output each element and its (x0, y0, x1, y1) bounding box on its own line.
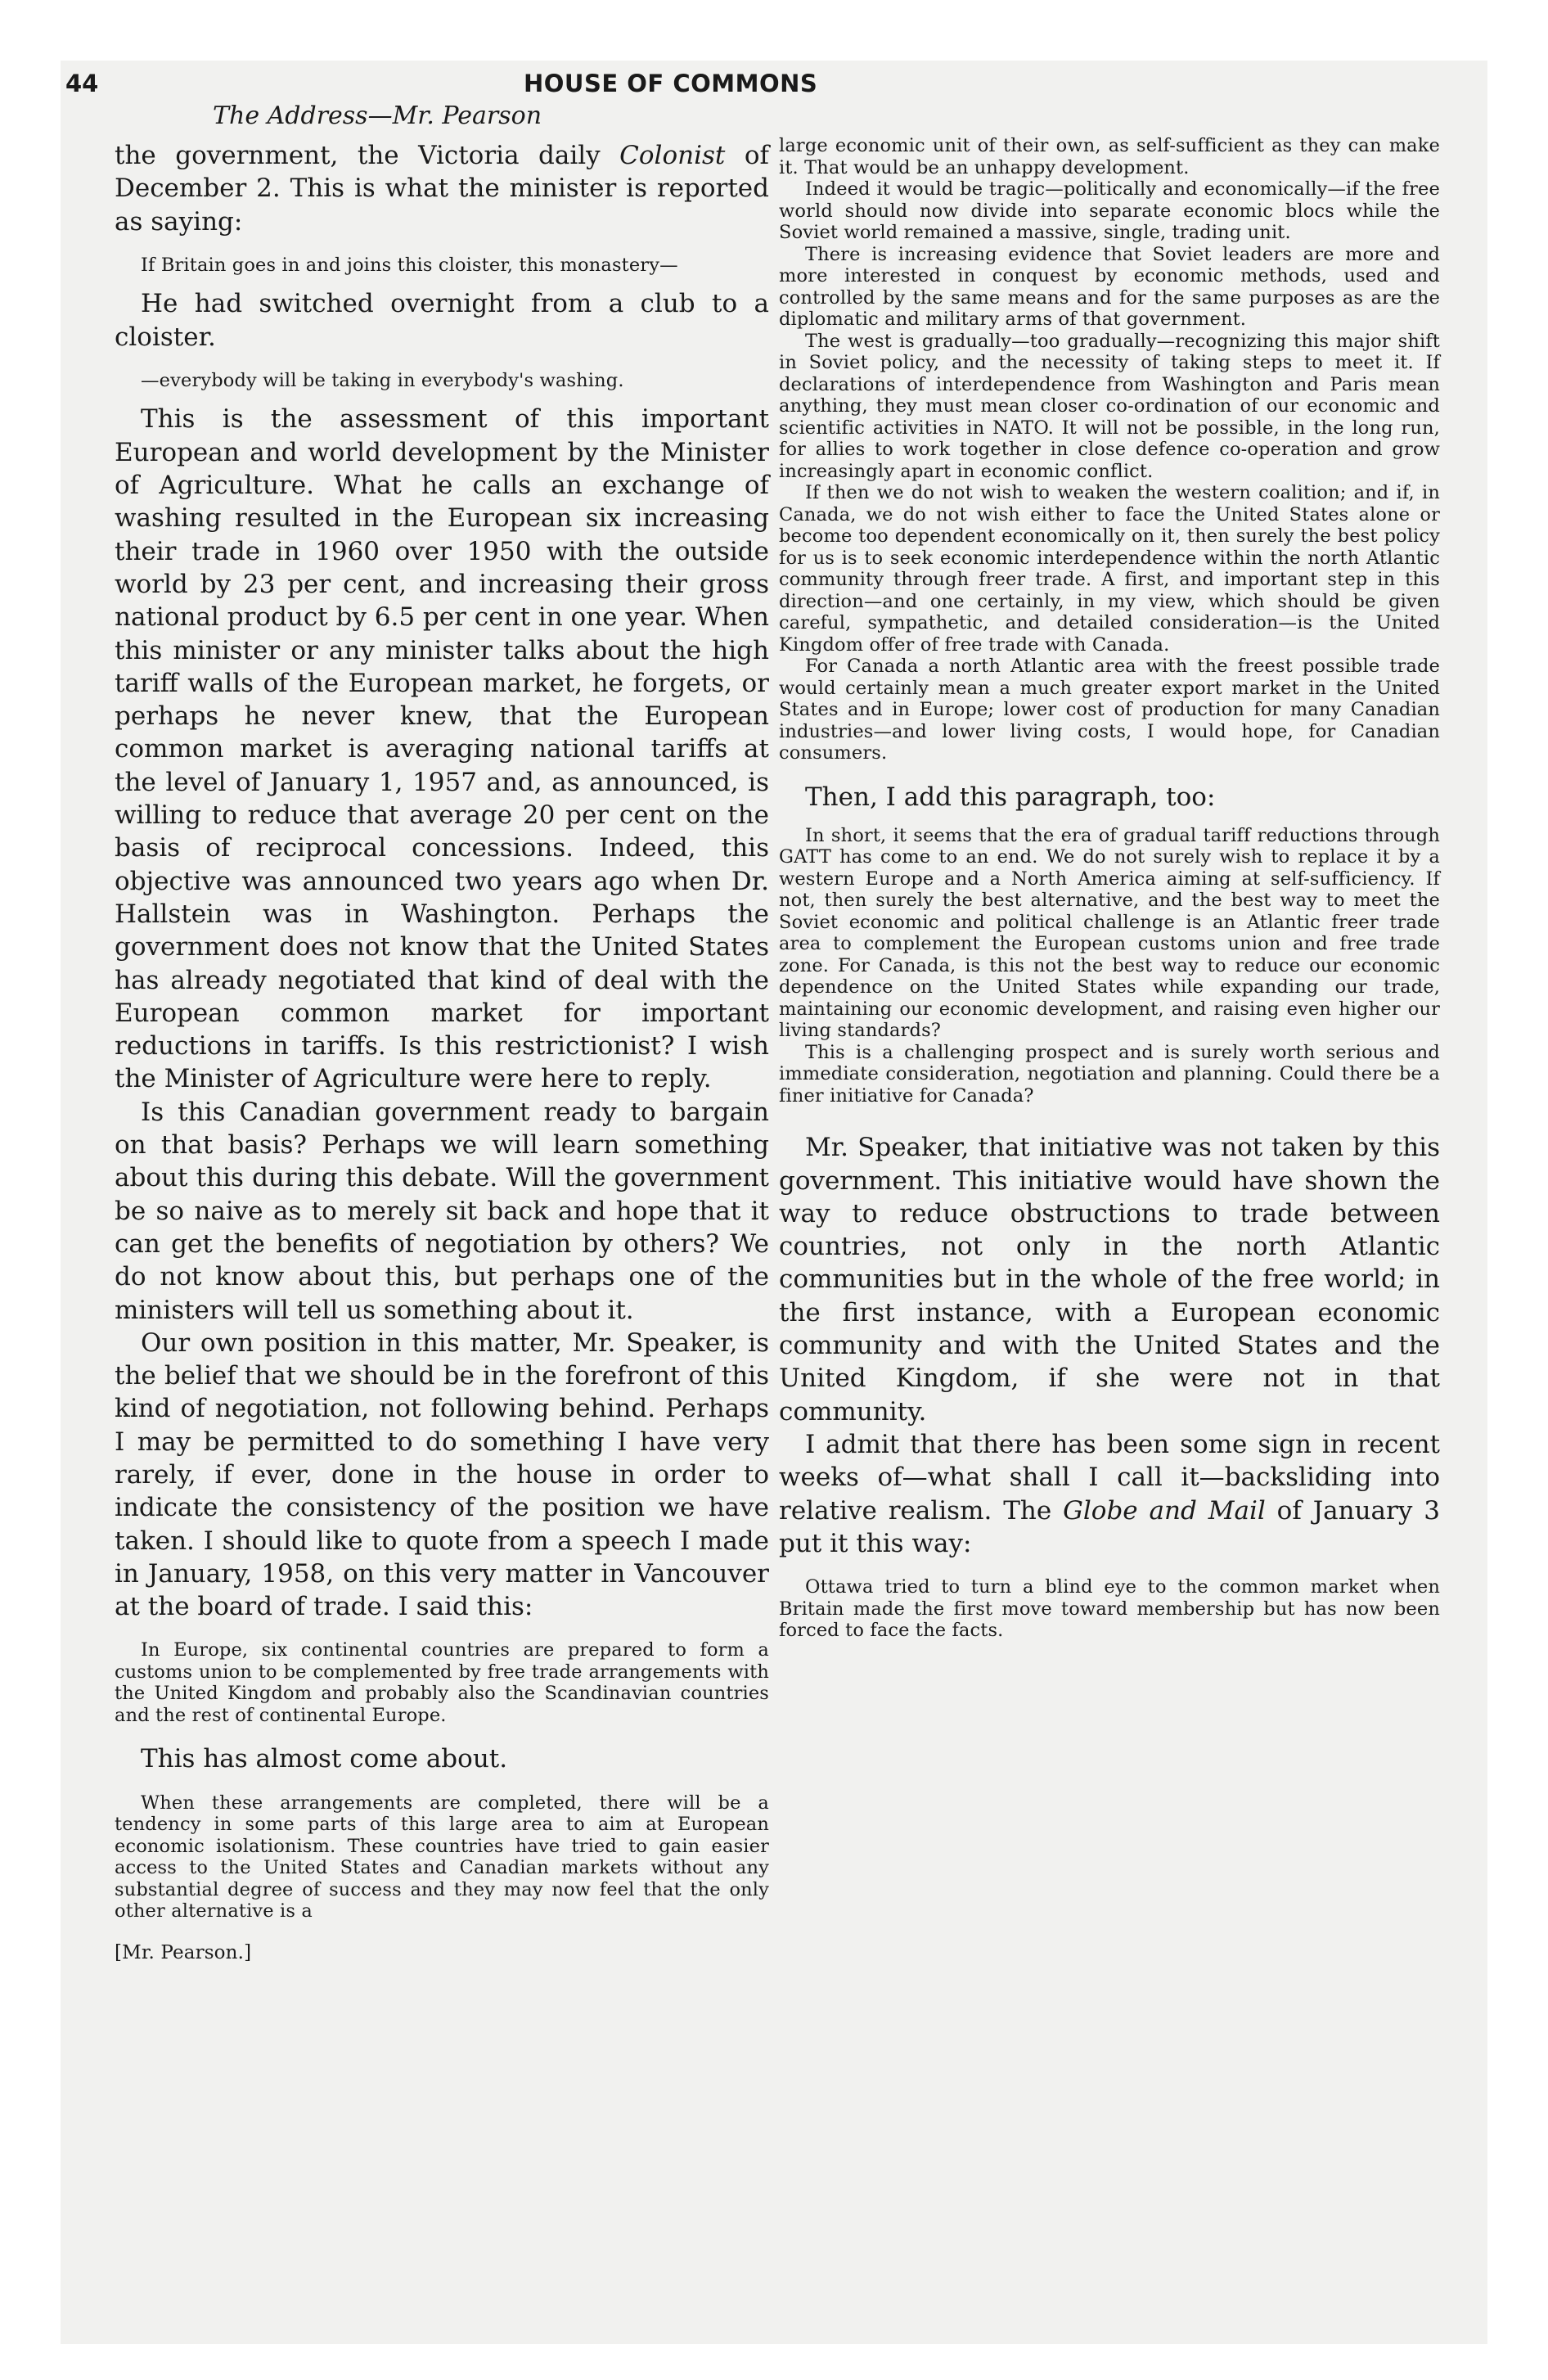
paragraph: He had switched overnight from a club to a cloister. (115, 289, 769, 352)
quotation: In short, it seems that the era of gradual tariff reductions through GATT has come to an end. We do not surely wish to replace it by a western Europe and a North America aiming at self-sufficiency. If not, then surely the best alternative, and the best way to meet the Soviet economic and political challenge is an Atlantic freer trade area to complement the European customs union and free trade zone. For Canada, is this not the best way to reduce our economic dependence on the United States while expanding our trade, maintaining our economic development, and raising even higher our living standards? (779, 824, 1440, 1042)
paragraph: Mr. Speaker, that initiative was not taken by this government. This initiative would have shown the way to reduce obstructions to trade between countries, not only in the north Atlantic communities but in the whole of the free world; in the first instance, with a European economic community and with the United States and the United Kingdom, if she were not in that community. (779, 1133, 1440, 1427)
quotation: For Canada a north Atlantic area with the freest possible trade would certainly mean a much greater export market in the United States and in Europe; lower cost of production for many Canadian industries—and lower living costs, I would hope, for Canadian consumers. (779, 656, 1440, 764)
quotation: This is a challenging prospect and is surely worth serious and immediate consideration, negotiation and planning. Could there be a finer initiative for Canada? (779, 1041, 1440, 1107)
paragraph: This is the assessment of this important European and world development by the Minister of Agriculture. What he calls an exchange of washing resulted in the European six increasing their trade in 1960 over 1950 with the outside world by 23 per cent, and increasing their gross national product by 6.5 per cent in one year. When this minister or any minister talks about the high tariff walls of the European market, he forgets, or perhaps he never knew, that the European common market is averaging national tariffs at the level of January 1, 1957 and, as announced, is willing to reduce that average 20 per cent on the basis of reciprocal concessions. Indeed, this objective was announced two years ago when Dr. Hallstein was in Washington. Perhaps the government does not know that the United States has already negotiated that kind of deal with the European common market for important reductions in tariffs. Is this restrictionist? I wish the Minister of Agriculture were here to reply. (115, 404, 769, 1094)
quotation: If then we do not wish to weaken the western coalition; and if, in Canada, we do not wish either to face the United States alone or become too dependent economically on it, then surely the best policy for us is to seek economic interdependence within the north Atlantic community through freer trade. A first, and important step in this direction—and one certainly, in my view, which should be given careful, sympathetic, and detailed consideration—is the United Kingdom offer of free trade with Canada. (779, 482, 1440, 656)
paragraph: Then, I add this paragraph, too: (805, 782, 1216, 812)
quotation: large economic unit of their own, as self-sufficient as they can make it. That would be an unhappy development. (779, 135, 1440, 178)
quotation: In Europe, six continental countries are prepared to form a customs union to be complemented by free trade arrangements with the United Kingdom and probably also the Scandinavian countries and the rest of continental Europe. (115, 1639, 769, 1726)
quotation: If Britain goes in and joins this cloister, this monastery— (141, 254, 678, 276)
right-column (779, 135, 1440, 1642)
left-column (115, 139, 769, 1963)
paragraph: Our own position in this matter, Mr. Speaker, is the belief that we should be in the forefront of this kind of negotiation, not following behind. Perhaps I may be permitted to do something I have very rarely, if ever, done in the house in order to indicate the consistency of the position we have taken. I should like to quote from a speech I made in January, 1958, on this very matter in Vancouver at the board of trade. I said this: (115, 1327, 769, 1622)
paragraph: This has almost come about. (141, 1744, 508, 1774)
quotation: Ottawa tried to turn a blind eye to the common market when Britain made the first move toward membership but has now been forced to face the facts. (779, 1576, 1440, 1642)
section-subhead: The Address—Mr. Pearson (213, 101, 542, 130)
running-head: HOUSE OF COMMONS (524, 70, 818, 97)
paragraph: the government, the Victoria daily Colonist of December 2. This is what the minister is reported as saying: (115, 141, 769, 237)
paragraph: Is this Canadian government ready to bargain on that basis? Perhaps we will learn something about this during this debate. Will the government be so naive as to merely sit back and hope that it can get the benefits of negotiation by others? We do not know about this, but perhaps one of the ministers will tell us something about it. (115, 1097, 769, 1325)
paragraph: I admit that there has been some sign in recent weeks of—what shall I call it—backsliding into relative realism. The Globe and Mail of January 3 put it this way: (779, 1429, 1440, 1558)
quotation: —everybody will be taking in everybody's washing. (141, 369, 624, 391)
speaker-signature: [Mr. Pearson.] (115, 1941, 252, 1963)
quotation: There is increasing evidence that Soviet leaders are more and more interested in conquest by economic methods, used and controlled by the same means and for the same purposes as are the diplomatic and military arms of that government. (779, 243, 1440, 330)
quotation: When these arrangements are completed, there will be a tendency in some parts of this large area to aim at European economic isolationism. These countries have tried to gain easier access to the United States and Canadian markets without any substantial degree of success and they may now feel that the only other alternative is a (115, 1792, 769, 1922)
quotation: Indeed it would be tragic—politically and economically—if the free world should now divide into separate economic blocs while the Soviet world remained a massive, single, trading unit. (779, 178, 1440, 243)
page-number: 44 (65, 70, 99, 97)
quotation: The west is gradually—too gradually—recognizing this major shift in Soviet policy, and the necessity of taking steps to meet it. If declarations of interdependence from Washington and Paris mean anything, they must mean closer co-ordination of our economic and scientific activities in NATO. It will not be possible, in the long run, for allies to work together in close defence co-operation and grow increasingly apart in economic conflict. (779, 330, 1440, 482)
